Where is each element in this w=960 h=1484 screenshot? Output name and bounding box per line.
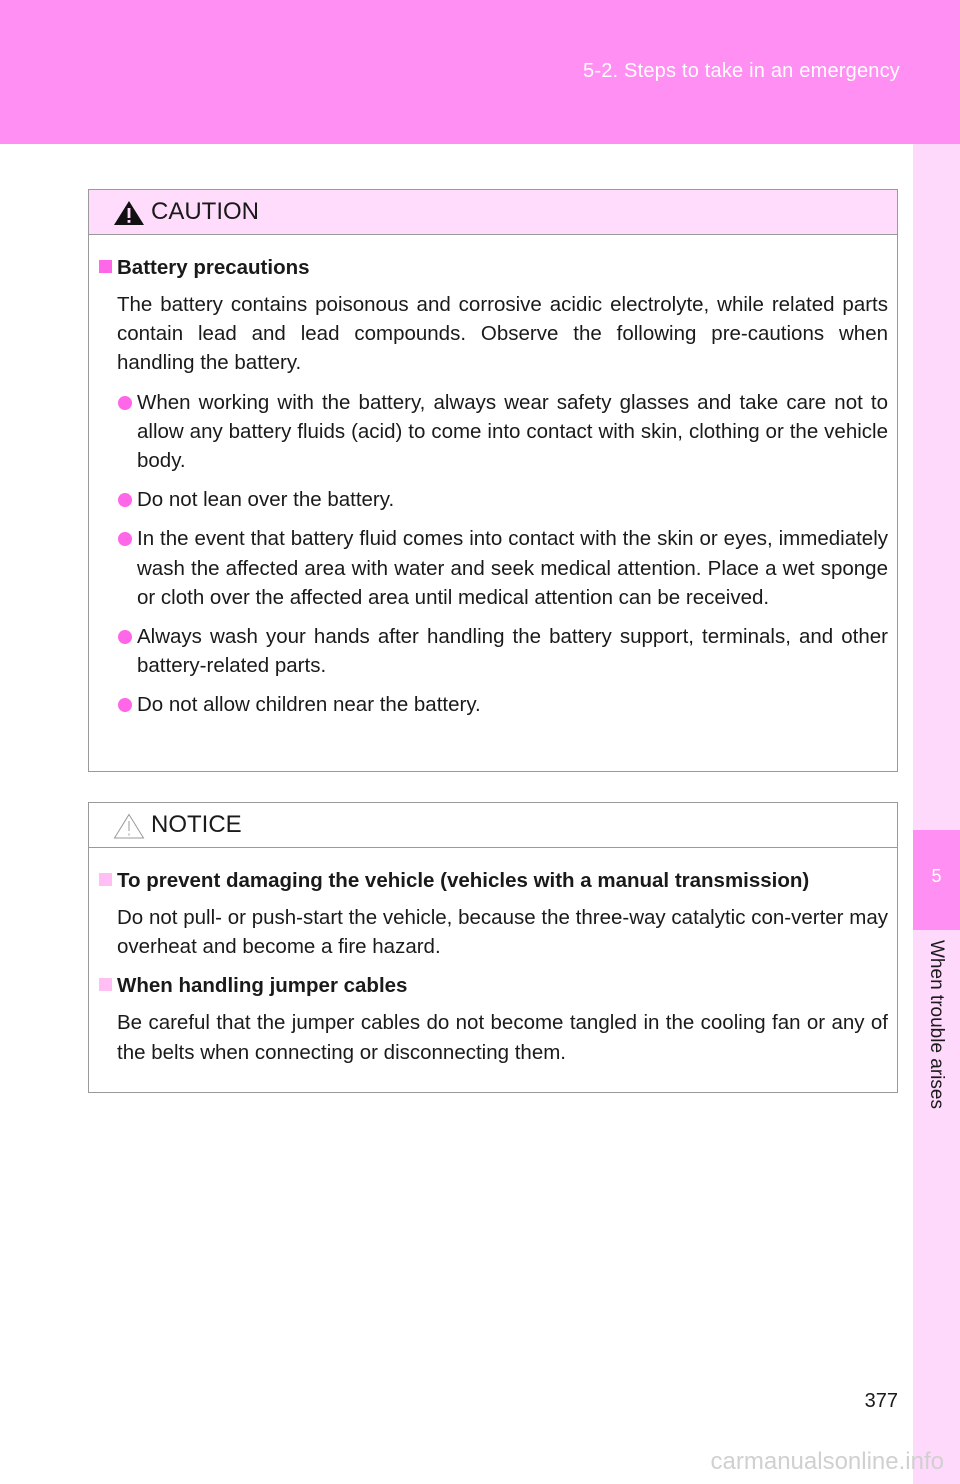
- warning-triangle-icon: [113, 200, 145, 226]
- notice-paragraph: Be careful that the jumper cables do not become tangled in the cooling fan or any of the belts when connecting or disconnecting them.: [117, 1011, 888, 1064]
- list-item: [99, 622, 888, 680]
- notice-heading-text: When handling jumper cables: [117, 974, 408, 998]
- chapter-number: 5: [931, 866, 942, 886]
- notice-box: [88, 802, 898, 1093]
- square-bullet-icon: [99, 260, 112, 273]
- caution-body: [89, 235, 897, 720]
- notice-body: [89, 848, 897, 1067]
- circle-bullet-icon: [118, 396, 132, 410]
- notice-heading: [99, 866, 888, 895]
- list-item: [99, 524, 888, 612]
- square-bullet-icon: [99, 978, 112, 991]
- sidebar-strip: [913, 144, 960, 1484]
- notice-paragraph: Do not pull- or push-start the vehicle, because the three-way catalytic con-verter may overheat and become a fire hazard.: [117, 906, 888, 959]
- circle-bullet-icon: [118, 493, 132, 507]
- page-number: 377: [864, 1390, 898, 1412]
- list-item-text: When working with the battery, always wear safety glasses and take care not to allow any battery fluids (acid) to come into contact with skin, clothing or the vehicle body.: [137, 390, 888, 473]
- notice-title: NOTICE: [151, 811, 242, 838]
- circle-bullet-icon: [118, 532, 132, 546]
- caution-box: [88, 189, 898, 772]
- chapter-title-vertical: [913, 940, 960, 1140]
- notice-triangle-icon: [113, 813, 145, 839]
- caution-intro: The battery contains poisonous and corrosive acidic electrolyte, while related parts contain lead and lead compounds. Observe the following pre-cautions when handling the battery.: [117, 293, 888, 375]
- caution-heading-text: Battery precautions: [117, 256, 310, 279]
- list-item-text: In the event that battery fluid comes into contact with the skin or eyes, immediately wash the affected area with water and seek medical attention. Place a wet sponge or cloth over the affected area until medical attention can be received.: [137, 527, 888, 609]
- circle-bullet-icon: [118, 698, 132, 712]
- notice-heading-text: To prevent damaging the vehicle (vehicles with a manual transmission): [117, 869, 810, 892]
- chapter-title: When trouble arises: [926, 940, 947, 1109]
- list-item-text: Always wash your hands after handling the battery support, terminals, and other battery-related parts.: [137, 625, 888, 678]
- caution-title: CAUTION: [151, 198, 259, 225]
- section-title: 5-2. Steps to take in an emergency: [583, 60, 900, 82]
- square-bullet-icon: [99, 873, 112, 886]
- notice-heading: [99, 971, 888, 1000]
- list-item-text: Do not lean over the battery.: [137, 488, 395, 512]
- watermark: carmanualsonline.info: [710, 1448, 944, 1475]
- caution-header: [89, 190, 897, 235]
- chapter-tab: [913, 830, 960, 930]
- page-header: [0, 0, 960, 144]
- list-item: [99, 485, 888, 514]
- notice-header: [89, 803, 897, 848]
- list-item-text: Do not allow children near the battery.: [137, 693, 481, 717]
- list-item: [99, 388, 888, 476]
- list-item: [99, 690, 888, 719]
- caution-heading: [99, 253, 888, 282]
- circle-bullet-icon: [118, 630, 132, 644]
